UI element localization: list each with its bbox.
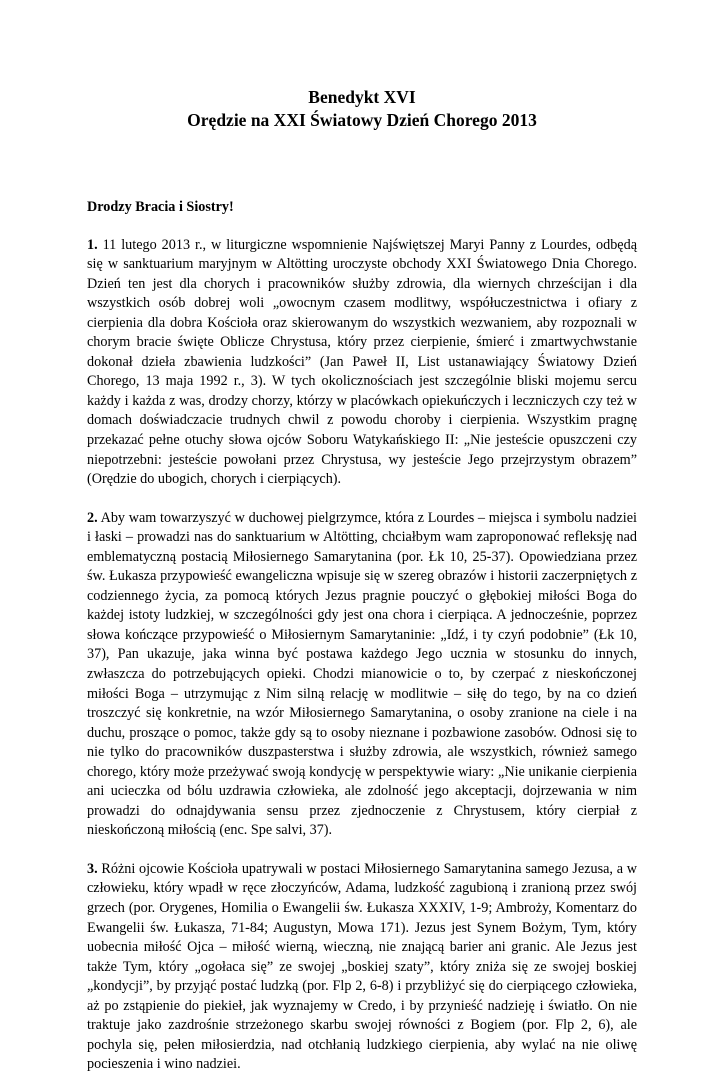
paragraph-number: 2. (87, 509, 98, 526)
page-title: Orędzie na XXI Światowy Dzień Chorego 2013 (187, 110, 537, 130)
paragraph-2 (87, 509, 637, 841)
author-heading: Benedykt XVI (308, 87, 416, 107)
document-page (87, 86, 637, 1075)
paragraph-1 (87, 236, 637, 490)
paragraph-3 (87, 860, 637, 1075)
paragraph-number: 3. (87, 860, 98, 877)
paragraph-number: 1. (87, 236, 98, 253)
document-title-block (87, 86, 637, 132)
paragraph-text: Aby wam towarzyszyć w duchowej pielgrzymce, która z Lourdes – miejsca i symbolu nadziei i łaski – prowadzi nas do sanktuarium w Altötting, chciałbym wam zaproponować refleksję nad emblematyczną postacią Miłosiernego Samarytanina (por. Łk 10, 25-37). Opowiedziana przez św. Łukasza przypowieść ewangeliczna wpisuje się w szereg obrazów i historii zaczerpniętych z codziennego życia, za pomocą których Jezus pragnie pouczyć o głębokiej miłości Boga do każdej istoty ludzkiej, w szczególności gdy jest ona chora i cierpiąca. A jednocześnie, poprzez słowa kończące przypowieść o Miłosiernym Samarytaninie: „Idź, i ty czyń podobnie” (Łk 10, 37), Pan ukazuje, jaka winna być postawa każdego Jego ucznia w stosunku do innych, zwłaszcza do potrzebujących opieki. Chodzi mianowicie o to, by czerpać z nieskończonej miłości Boga – utrzymując z Nim silną relację w modlitwie – siłę do tego, by na co dzień troszczyć się konkretnie, na wzór Miłosiernego Samarytanina, o osoby zranione na ciele i na duchu, proszące o pomoc, także gdy są to osoby nieznane i pozbawione zasobów. Odnosi się to nie tylko do pracowników duszpasterstwa i służby zdrowia, ale wszystkich, również samego chorego, który może przeżywać swoją kondycję w perspektywie wiary: „Nie unikanie cierpienia ani ucieczka od bólu uzdrawia człowieka, ale zdolność jego akceptacji, dojrzewania w nim prowadzi do odnajdywania sensu przez zjednoczenie z Chrystusem, który cierpiał z nieskończoną miłością (enc. Spe salvi, 37). (87, 509, 637, 839)
salutation: Drodzy Bracia i Siostry! (87, 199, 234, 215)
paragraph-text: 11 lutego 2013 r., w liturgiczne wspomnienie Najświętszej Maryi Panny z Lourdes, odbędą się w sanktuarium maryjnym w Altötting uroczyste obchody XXI Światowego Dnia Chorego. Dzień ten jest dla chorych i pracowników służby zdrowia, dla wiernych chrześcijan i dla wszystkich osób dobrej woli „owocnym czasem modlitwy, współuczestnictwa i ofiary z cierpienia dla dobra Kościoła oraz skierowanym do wszystkich wezwaniem, aby rozpoznali w chorym bracie święte Oblicze Chrystusa, który przez cierpienie, śmierć i zmartwychwstanie dokonał dzieła zbawienia ludzkości” (Jan Paweł II, List ustanawiający Światowy Dzień Chorego, 13 maja 1992 r., 3). W tych okolicznościach jest szczególnie bliski mojemu sercu każdy i każda z was, drodzy chorzy, którzy w placówkach opiekuńczych i leczniczych czy też w domach doświadczacie trudnych chwil z powodu choroby i cierpienia. Wszystkim pragnę przekazać pełne otuchy słowa ojców Soboru Watykańskiego II: „Nie jesteście opuszczeni czy niepotrzebni: jesteście powołani przez Chrystusa, wy jesteście Jego przejrzystym obrazem” (Orędzie do ubogich, chorych i cierpiących). (87, 236, 637, 488)
paragraph-text: Różni ojcowie Kościoła upatrywali w postaci Miłosiernego Samarytanina samego Jezusa, a w człowieku, który wpadł w ręce złoczyńców, Adama, ludzkość zagubioną i zranioną przez swój grzech (por. Orygenes, Homilia o Ewangelii św. Łukasza XXXIV, 1-9; Ambroży, Komentarz do Ewangelii św. Łukasza, 71-84; Augustyn, Mowa 171). Jezus jest Synem Bożym, Tym, który uobecnia miłość Ojca – miłość wierną, wieczną, nie znającą barier ani granic. Ale Jezus jest także Tym, który „ogołaca się” ze swojej „boskiej szaty”, który zniża się ze swojej boskiej „kondycji”, by przyjąć postać ludzką (por. Flp 2, 6-8) i przybliżyć się do cierpiącego człowieka, aż po zstąpienie do piekieł, jak wyznajemy w Credo, i by przynieść nadzieję i światło. On nie traktuje jako zazdrośnie strzeżonego skarbu swojej równości z Bogiem (por. Flp 2, 6), ale pochyla się, pełen miłosierdzia, nad otchłanią ludzkiego cierpienia, aby wylać na nie oliwę pocieszenia i wino nadziei. (87, 860, 637, 1073)
